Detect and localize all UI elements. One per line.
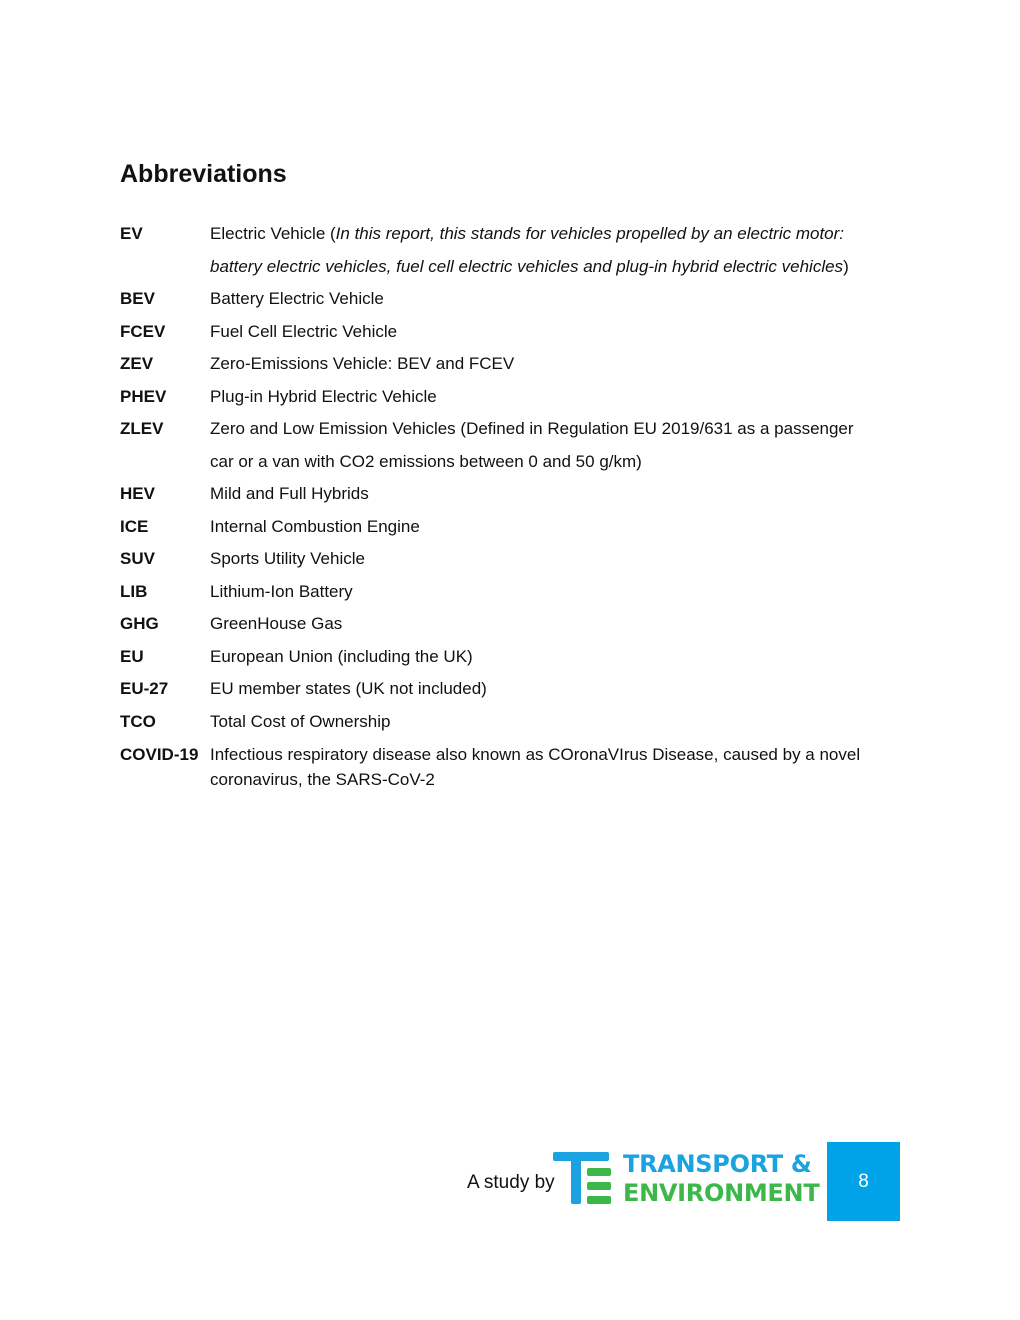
abbr-row-covid19	[120, 742, 880, 792]
abbr-definition: Zero and Low Emission Vehicles (Defined in Regulation EU 2019/631 as a passenger car or a van with CO2 emissions between 0 and 50 g/km)	[210, 419, 854, 471]
abbr-row-ev	[120, 218, 880, 283]
abbr-definition: Fuel Cell Electric Vehicle	[210, 321, 398, 341]
abbr-term: EU-27	[120, 679, 169, 698]
abbr-row-zlev	[120, 413, 880, 478]
abbr-definition: Internal Combustion Engine	[210, 516, 420, 536]
abbr-term: ZEV	[120, 354, 154, 373]
transport-environment-logo	[553, 1150, 818, 1208]
abbr-term: EV	[120, 224, 143, 243]
abbr-row-ice	[120, 511, 880, 544]
abbr-row-tco	[120, 706, 880, 739]
abbr-row-eu	[120, 641, 880, 674]
abbr-definition-tail: )	[843, 256, 849, 276]
abbr-term: HEV	[120, 484, 155, 503]
abbr-term: LIB	[120, 581, 148, 601]
abbr-row-suv	[120, 543, 880, 576]
abbr-row-ghg	[120, 608, 880, 641]
abbr-term: ICE	[120, 516, 149, 536]
abbr-definition: Plug-in Hybrid Electric Vehicle	[210, 386, 437, 406]
abbr-definition: Zero-Emissions Vehicle: BEV and FCEV	[210, 354, 515, 373]
abbr-row-lib	[120, 576, 880, 609]
logo-wordmark	[623, 1150, 823, 1208]
abbr-term: TCO	[120, 711, 156, 731]
abbr-definition: Lithium-Ion Battery	[210, 581, 353, 601]
abbr-definition-text: Electric Vehicle (	[210, 224, 336, 243]
logo-line-transport: TRANSPORT &	[623, 1150, 812, 1178]
abbr-term: EU	[120, 646, 144, 666]
abbr-definition: Sports Utility Vehicle	[210, 549, 365, 568]
abbr-definition: Infectious respiratory disease also known as COronaVIrus Disease, caused by a novel coronavirus, the SARS-CoV-2	[210, 745, 861, 789]
abbr-definition-italic: In this report, this stands for vehicles propelled by an electric motor: battery electric vehicles, fuel cell electric vehicles and plug-in hybrid electric vehicles	[210, 224, 845, 276]
abbr-term: BEV	[120, 289, 155, 308]
abbr-definition: Mild and Full Hybrids	[210, 484, 369, 503]
abbr-definition: Total Cost of Ownership	[210, 711, 391, 731]
footer-study-by: A study by	[467, 1172, 555, 1193]
abbr-definition: GreenHouse Gas	[210, 614, 343, 633]
abbr-row-eu27	[120, 673, 880, 706]
abbr-row-hev	[120, 478, 880, 511]
abbr-definition: European Union (including the UK)	[210, 646, 473, 666]
abbr-definition	[210, 218, 880, 283]
page-title: Abbreviations	[120, 160, 287, 188]
page-number: 8	[827, 1142, 900, 1221]
abbr-row-fcev	[120, 316, 880, 349]
abbr-term: PHEV	[120, 386, 167, 406]
te-logo-mark-icon	[553, 1150, 613, 1206]
abbreviations-list	[120, 218, 880, 792]
abbr-definition: EU member states (UK not included)	[210, 679, 487, 698]
abbr-term: GHG	[120, 614, 159, 633]
abbr-row-bev	[120, 283, 880, 316]
logo-line-environment: ENVIRONMENT	[623, 1179, 820, 1207]
abbr-row-phev	[120, 381, 880, 414]
abbr-definition: Battery Electric Vehicle	[210, 289, 384, 308]
abbr-term: FCEV	[120, 321, 166, 341]
abbr-term: SUV	[120, 549, 155, 568]
abbr-term: ZLEV	[120, 419, 164, 438]
abbr-term: COVID-19	[120, 745, 199, 764]
abbr-row-zev	[120, 348, 880, 381]
